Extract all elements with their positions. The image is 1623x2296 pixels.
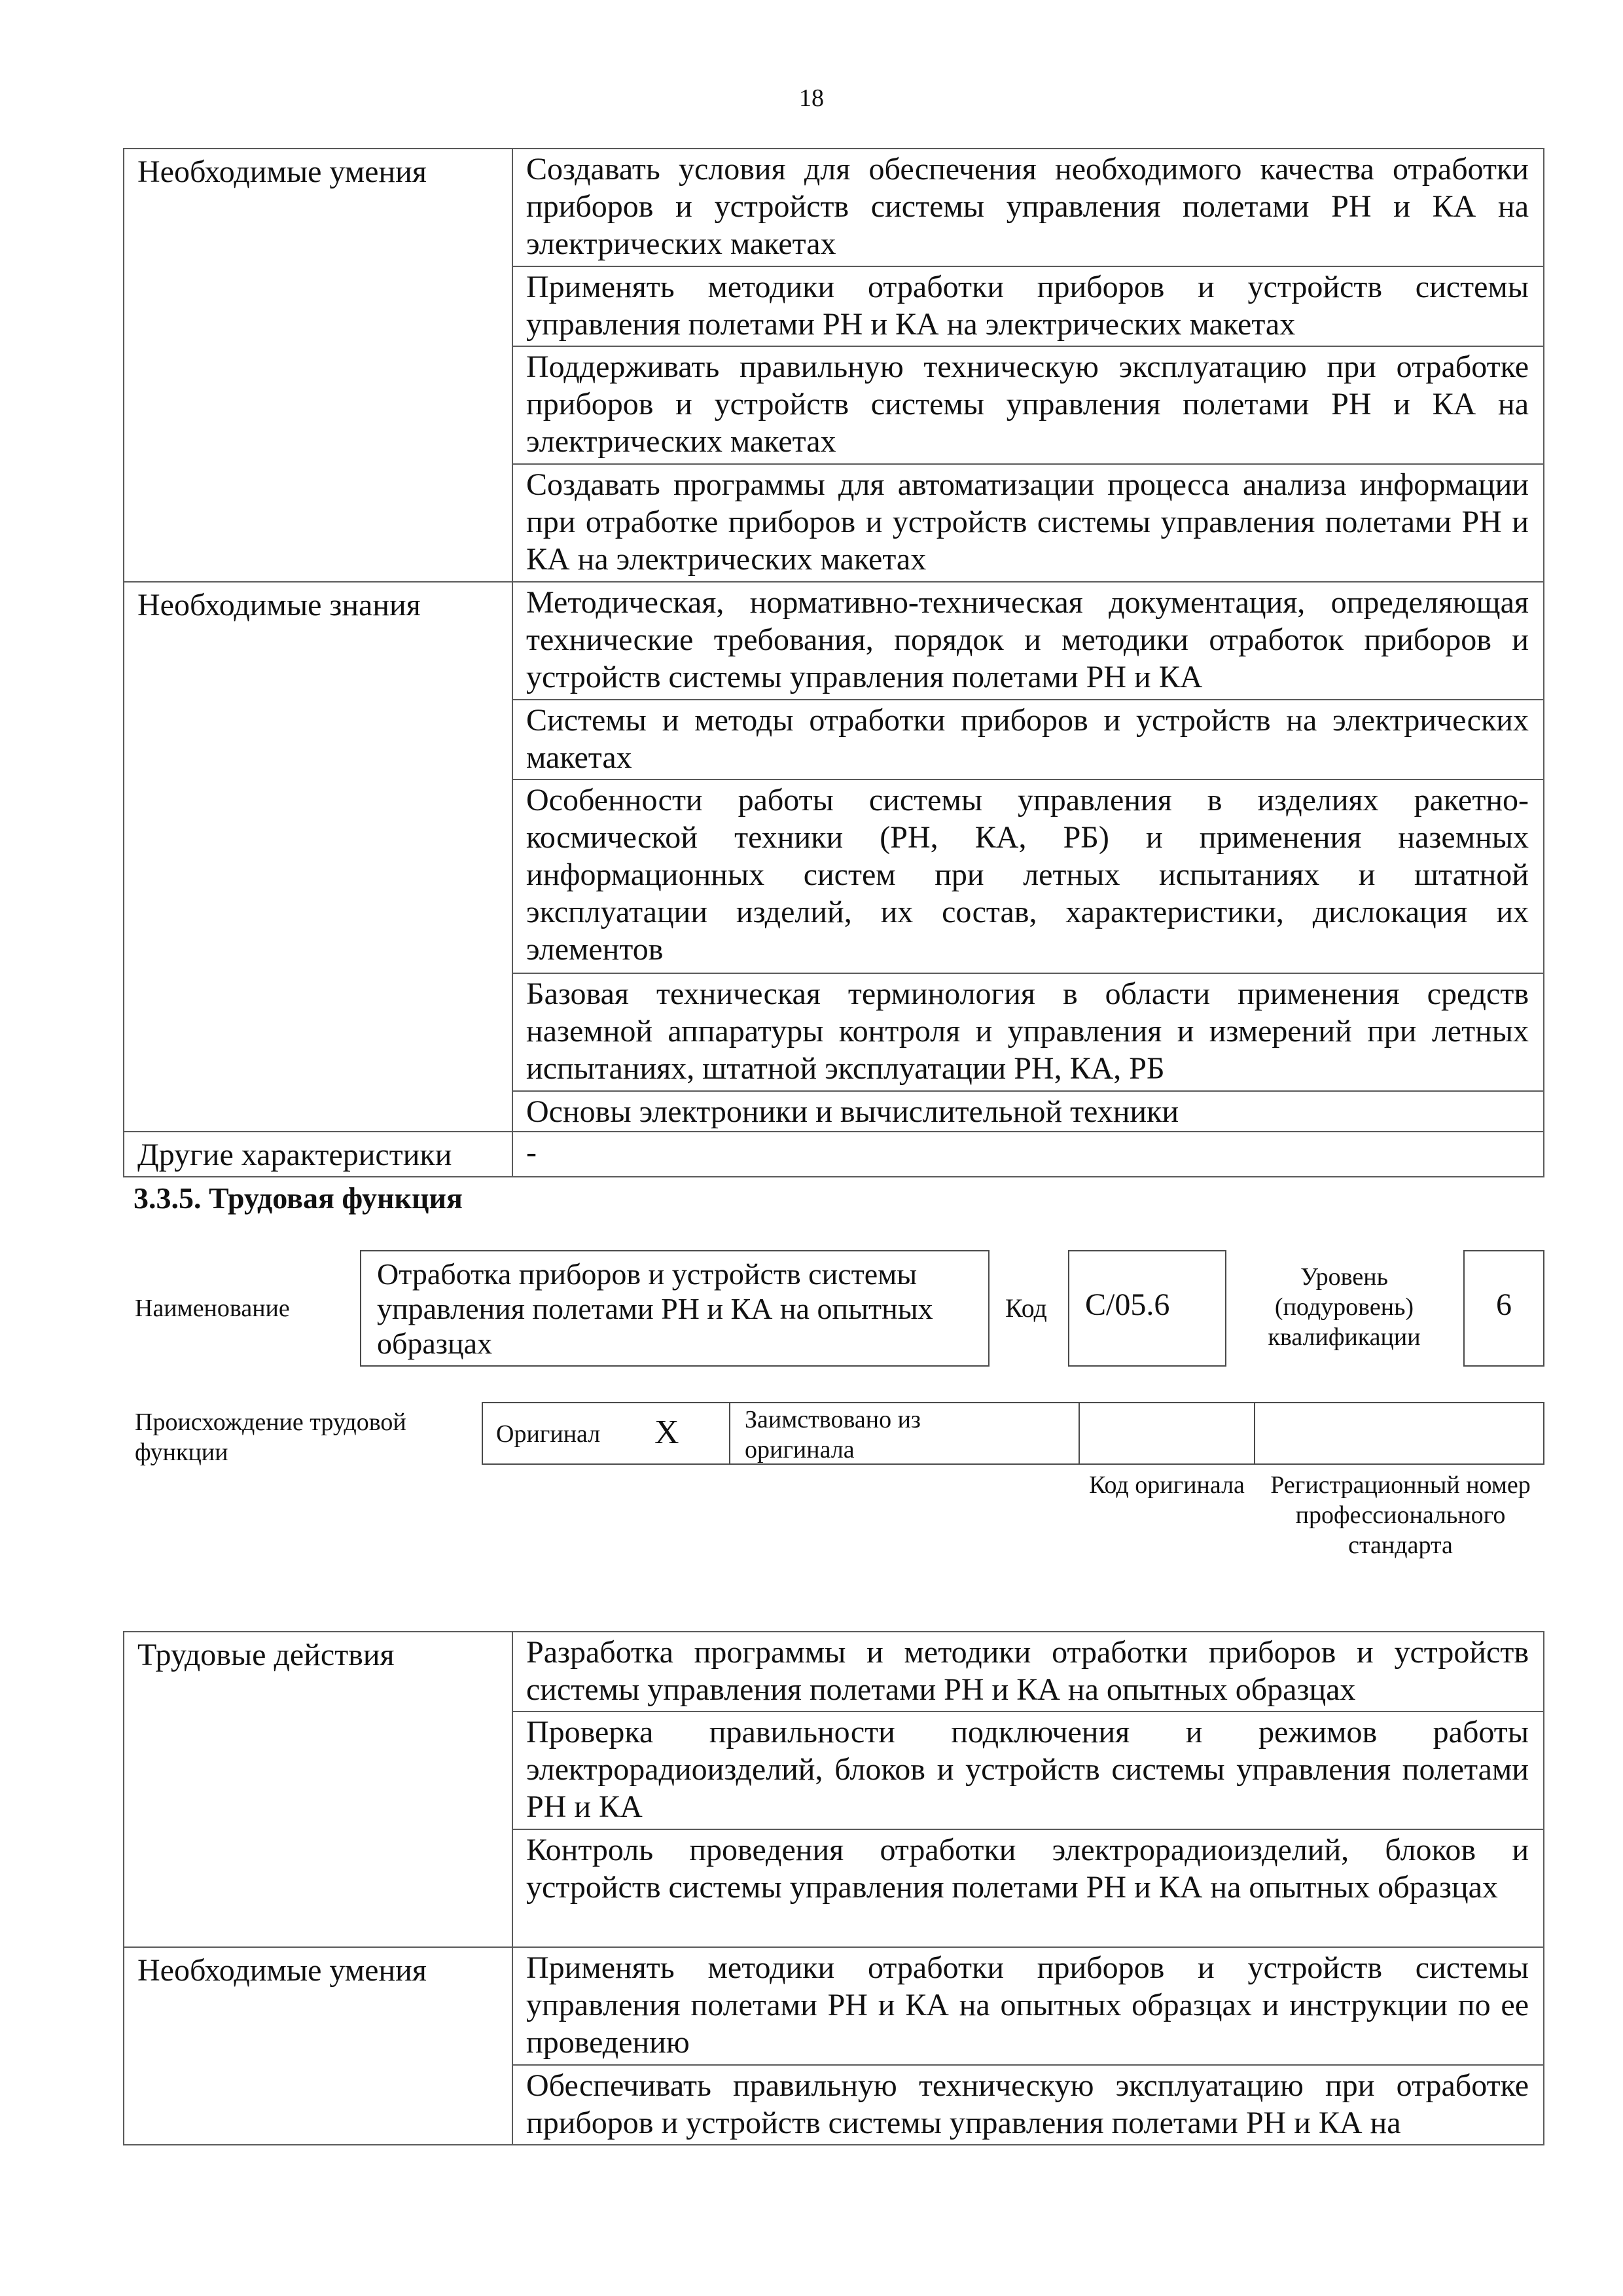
reg-number-label: Регистрационный номер профессионального стандарта bbox=[1270, 1471, 1531, 1559]
table-row bbox=[124, 582, 1544, 700]
borrowed-cell bbox=[729, 1402, 1080, 1465]
code-label: Код bbox=[1005, 1293, 1047, 1323]
code-original-cell bbox=[1079, 1402, 1255, 1465]
reg-number-cell bbox=[1254, 1402, 1544, 1465]
code-value: C/05.6 bbox=[1085, 1287, 1170, 1322]
level-box bbox=[1463, 1250, 1544, 1367]
table-cell: Разработка программы и методики отработки приборов и устройств системы управления полетами РН и КА на опытных образцах bbox=[512, 1632, 1544, 1712]
table-cell: Проверка правильности подключения и режимов работы электрорадиоизделий, блоков и устройств системы управления полетами РН и КА bbox=[512, 1712, 1544, 1829]
original-cell bbox=[482, 1402, 730, 1465]
borrowed-label: Заимствовано из оригинала bbox=[745, 1406, 921, 1463]
table-cell: Методическая, нормативно-техническая документация, определяющая технические требования, порядок и методики отработок приборов и устройств системы управления полетами РН и КА bbox=[512, 582, 1544, 700]
table-row bbox=[124, 1947, 1544, 2065]
table-cell: Особенности работы системы управления в изделиях ракетно-космической техники (РН, КА, РБ) и применения наземных информационных систем при летных испытаниях и штатной эксплуатации изделий, их состав, характеристики, дислокация их элементов bbox=[512, 780, 1544, 973]
origin-label: Происхождение трудовой функции bbox=[135, 1408, 406, 1466]
code-box bbox=[1068, 1250, 1226, 1367]
table-cell: Системы и методы отработки приборов и устройств на электрических макетах bbox=[512, 700, 1544, 780]
row-label: Необходимые умения bbox=[124, 149, 512, 582]
work-function-table bbox=[123, 1631, 1544, 2145]
table-cell: Создавать условия для обеспечения необходимого качества отработки приборов и устройств системы управления полетами РН и КА на электрических макетах bbox=[512, 149, 1544, 266]
row-label: Другие характеристики bbox=[124, 1132, 512, 1177]
table-cell: Применять методики отработки приборов и устройств системы управления полетами РН и КА на опытных образцах и инструкции по ее проведению bbox=[512, 1947, 1544, 2065]
table-cell: Создавать программы для автоматизации процесса анализа информации при отработке приборов и устройств системы управления полетами РН и КА на электрических макетах bbox=[512, 464, 1544, 582]
page-number: 18 bbox=[799, 84, 824, 112]
table-cell: - bbox=[512, 1132, 1544, 1177]
original-label: Оригинал bbox=[496, 1420, 601, 1448]
table-cell: Базовая техническая терминология в области применения средств наземной аппаратуры контроля и управления и измерений при летных испытаниях, штатной эксплуатации РН, КА, РБ bbox=[512, 973, 1544, 1091]
requirements-table bbox=[123, 148, 1544, 1177]
row-label: Необходимые знания bbox=[124, 582, 512, 1132]
row-label: Необходимые умения bbox=[124, 1947, 512, 2145]
level-label: Уровень (подуровень) квалификации bbox=[1268, 1263, 1421, 1351]
name-box bbox=[360, 1250, 990, 1367]
row-label: Трудовые действия bbox=[124, 1632, 512, 1947]
table-cell: Основы электроники и вычислительной техники bbox=[512, 1091, 1544, 1132]
table-cell: Поддерживать правильную техническую эксплуатацию при отработке приборов и устройств системы управления полетами РН и КА на электрических макетах bbox=[512, 346, 1544, 464]
name-value: Отработка приборов и устройств системы управления полетами РН и КА на опытных образцах bbox=[377, 1257, 933, 1360]
table-row bbox=[124, 149, 1544, 266]
section-heading: 3.3.5. Трудовая функция bbox=[134, 1181, 463, 1215]
table-row bbox=[124, 1132, 1544, 1177]
level-value: 6 bbox=[1496, 1287, 1512, 1322]
table-cell: Контроль проведения отработки электрорадиоизделий, блоков и устройств системы управления полетами РН и КА на опытных образцах bbox=[512, 1829, 1544, 1947]
code-original-label: Код оригинала bbox=[1089, 1471, 1245, 1499]
table-cell: Применять методики отработки приборов и устройств системы управления полетами РН и КА на электрических макетах bbox=[512, 266, 1544, 346]
table-cell: Обеспечивать правильную техническую эксплуатацию при отработке приборов и устройств системы управления полетами РН и КА на bbox=[512, 2065, 1544, 2145]
name-label: Наименование bbox=[135, 1295, 290, 1322]
original-mark: X bbox=[654, 1414, 679, 1451]
table-row bbox=[124, 1632, 1544, 1712]
